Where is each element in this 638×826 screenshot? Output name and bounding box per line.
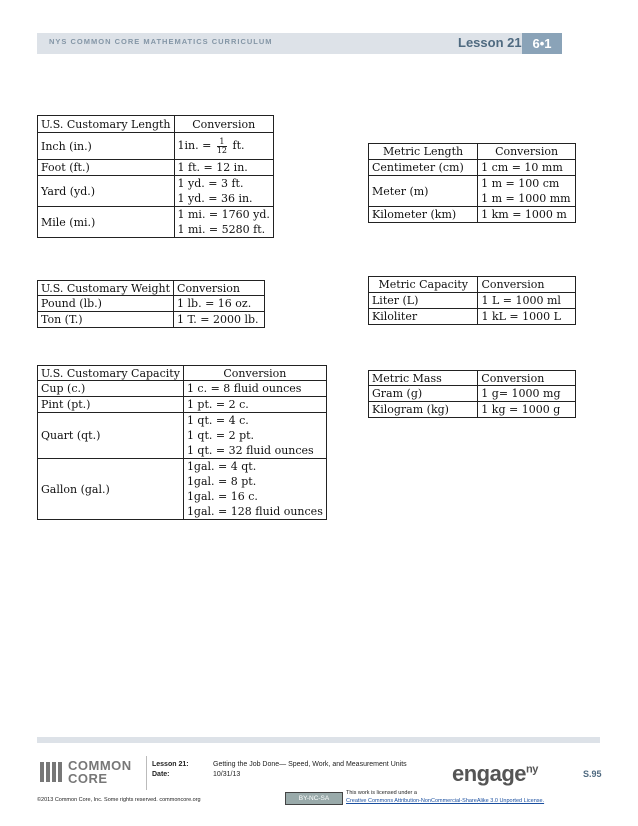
unit-cell: Meter (m) xyxy=(369,176,478,207)
column-header: Conversion xyxy=(478,371,576,386)
footer-lesson-title: Getting the Job Done— Speed, Work, and Measurement Units xyxy=(213,761,407,768)
brand-text: engage xyxy=(452,761,527,786)
brand-sup: ny xyxy=(526,763,538,776)
table-header-row xyxy=(38,116,274,133)
footer-divider xyxy=(37,737,600,743)
column-header: U.S. Customary Capacity xyxy=(38,366,184,381)
table-row xyxy=(369,386,576,402)
us-weight-table xyxy=(37,280,265,328)
license-link[interactable]: Creative Commons Attribution-NonCommercial-ShareAlike 3.0 Unported License. xyxy=(346,798,545,804)
conversion-line: 1 lb. = 16 oz. xyxy=(177,297,252,310)
metric-mass-table xyxy=(368,370,576,418)
unit-cell: Gallon (gal.) xyxy=(38,459,184,520)
conversion-line: 1 mi. = 5280 ft. xyxy=(177,223,266,236)
copyright: ©2013 Common Core, Inc. Some rights reserved. commoncore.org xyxy=(37,797,201,803)
column-header: Conversion xyxy=(174,116,273,133)
table-row xyxy=(369,309,576,325)
conversion-line: 1 qt. = 2 pt. xyxy=(186,429,255,442)
unit-cell: Gram (g) xyxy=(369,386,478,402)
conversion-cell xyxy=(478,207,576,223)
column-header: U.S. Customary Length xyxy=(38,116,175,133)
conversion-line: 1 kL = 1000 L xyxy=(481,310,561,323)
conversion-line: 1gal. = 128 fluid ounces xyxy=(186,505,323,518)
conversion-cell xyxy=(478,176,576,207)
unit-cell: Inch (in.) xyxy=(38,133,175,160)
conversion-cell xyxy=(478,402,576,418)
table-header-row xyxy=(38,366,327,381)
unit-cell: Pint (pt.) xyxy=(38,397,184,413)
conversion-cell xyxy=(183,459,326,520)
unit-cell: Kiloliter xyxy=(369,309,478,325)
conversion-line: 1 ft. = 12 in. xyxy=(177,161,248,174)
footer-separator xyxy=(146,756,147,790)
metric-length-table xyxy=(368,143,576,223)
curriculum-title: NYS COMMON CORE MATHEMATICS CURRICULUM xyxy=(49,37,273,46)
table-row xyxy=(369,160,576,176)
conversion-suffix: ft. xyxy=(229,139,245,152)
conversion-cell xyxy=(174,176,273,207)
unit-cell: Kilogram (kg) xyxy=(369,402,478,418)
table-header-row xyxy=(369,277,576,293)
table-header-row xyxy=(38,281,265,296)
table-row xyxy=(38,133,274,160)
table-row xyxy=(38,176,274,207)
conversion-line: 1 km = 1000 m xyxy=(481,208,567,221)
conversion-line: 1 yd. = 36 in. xyxy=(177,192,253,205)
page-number: S.95 xyxy=(583,769,602,779)
conversion-line: 1 c. = 8 fluid ounces xyxy=(186,382,302,395)
logo-text-common: COMMON xyxy=(68,758,132,773)
conversion-prefix: 1in. = xyxy=(177,139,215,152)
conversion-line: 1 qt. = 32 fluid ounces xyxy=(186,444,314,457)
column-header: Conversion xyxy=(174,281,265,296)
unit-cell: Centimeter (cm) xyxy=(369,160,478,176)
footer-date: 10/31/13 xyxy=(213,771,241,778)
column-header: Metric Mass xyxy=(369,371,478,386)
lesson-label: Lesson 21 xyxy=(458,35,522,50)
conversion-line: 1gal. = 16 c. xyxy=(186,490,258,503)
column-header: Conversion xyxy=(183,366,326,381)
conversion-line: 1 qt. = 4 c. xyxy=(186,414,249,427)
unit-cell: Mile (mi.) xyxy=(38,207,175,238)
cc-license-badge-icon: BY-NC-SA xyxy=(285,792,343,805)
conversion-line: 1gal. = 8 pt. xyxy=(186,475,257,488)
conversion-line: 1 L = 1000 ml xyxy=(481,294,561,307)
unit-cell: Liter (L) xyxy=(369,293,478,309)
conversion-cell xyxy=(183,397,326,413)
conversion-line: 1 cm = 10 mm xyxy=(481,161,563,174)
conversion-cell xyxy=(174,312,265,328)
table-row xyxy=(369,176,576,207)
table-row xyxy=(38,207,274,238)
conversion-line xyxy=(178,133,270,159)
unit-cell: Pound (lb.) xyxy=(38,296,174,312)
conversion-line: 1 g= 1000 mg xyxy=(481,387,561,400)
logo-bars-icon xyxy=(40,762,64,782)
conversion-line: 1 pt. = 2 c. xyxy=(186,398,249,411)
table-row xyxy=(38,397,327,413)
unit-cell: Yard (yd.) xyxy=(38,176,175,207)
unit-cell: Ton (T.) xyxy=(38,312,174,328)
conversion-cell xyxy=(174,207,273,238)
conversion-line: 1 kg = 1000 g xyxy=(481,403,561,416)
unit-cell: Kilometer (km) xyxy=(369,207,478,223)
unit-cell: Foot (ft.) xyxy=(38,160,175,176)
table-row xyxy=(38,413,327,459)
conversion-line: 1 yd. = 3 ft. xyxy=(177,177,244,190)
conversion-cell xyxy=(478,309,576,325)
conversion-cell xyxy=(174,160,273,176)
conversion-line: 1 mi. = 1760 yd. xyxy=(177,208,270,221)
column-header: Metric Length xyxy=(369,144,478,160)
unit-cell: Quart (qt.) xyxy=(38,413,184,459)
column-header: Conversion xyxy=(478,277,576,293)
page-header xyxy=(37,33,562,54)
table-row xyxy=(369,402,576,418)
conversion-cell xyxy=(183,381,326,397)
table-row xyxy=(38,459,327,520)
column-header: U.S. Customary Weight xyxy=(38,281,174,296)
license-line-1: This work is licensed under a xyxy=(346,790,417,796)
us-length-table xyxy=(37,115,274,238)
logo-text-core: CORE xyxy=(68,771,108,786)
table-header-row xyxy=(369,144,576,160)
table-row xyxy=(38,381,327,397)
table-row xyxy=(369,207,576,223)
fraction-denominator: 12 xyxy=(216,145,227,155)
conversion-cell xyxy=(183,413,326,459)
conversion-cell xyxy=(478,160,576,176)
table-header-row xyxy=(369,371,576,386)
fraction xyxy=(217,138,227,155)
unit-cell: Cup (c.) xyxy=(38,381,184,397)
footer-lesson-label: Lesson 21: xyxy=(152,761,189,768)
common-core-logo xyxy=(40,758,135,786)
conversion-line: 1 m = 1000 mm xyxy=(481,192,571,205)
table-row xyxy=(369,293,576,309)
fraction-numerator: 1 xyxy=(217,138,227,147)
metric-capacity-table xyxy=(368,276,576,325)
table-row xyxy=(38,160,274,176)
table-row xyxy=(38,312,265,328)
conversion-cell xyxy=(174,296,265,312)
table-row xyxy=(38,296,265,312)
conversion-line: 1gal. = 4 qt. xyxy=(186,460,257,473)
conversion-cell xyxy=(174,133,273,160)
conversion-line: 1 T. = 2000 lb. xyxy=(177,313,259,326)
conversion-cell xyxy=(478,386,576,402)
module-badge: 6•1 xyxy=(522,33,562,54)
engageny-logo xyxy=(452,761,538,787)
us-capacity-table xyxy=(37,365,327,520)
column-header: Metric Capacity xyxy=(369,277,478,293)
footer-date-label: Date: xyxy=(152,771,170,778)
conversion-cell xyxy=(478,293,576,309)
conversion-line: 1 m = 100 cm xyxy=(481,177,560,190)
column-header: Conversion xyxy=(478,144,576,160)
